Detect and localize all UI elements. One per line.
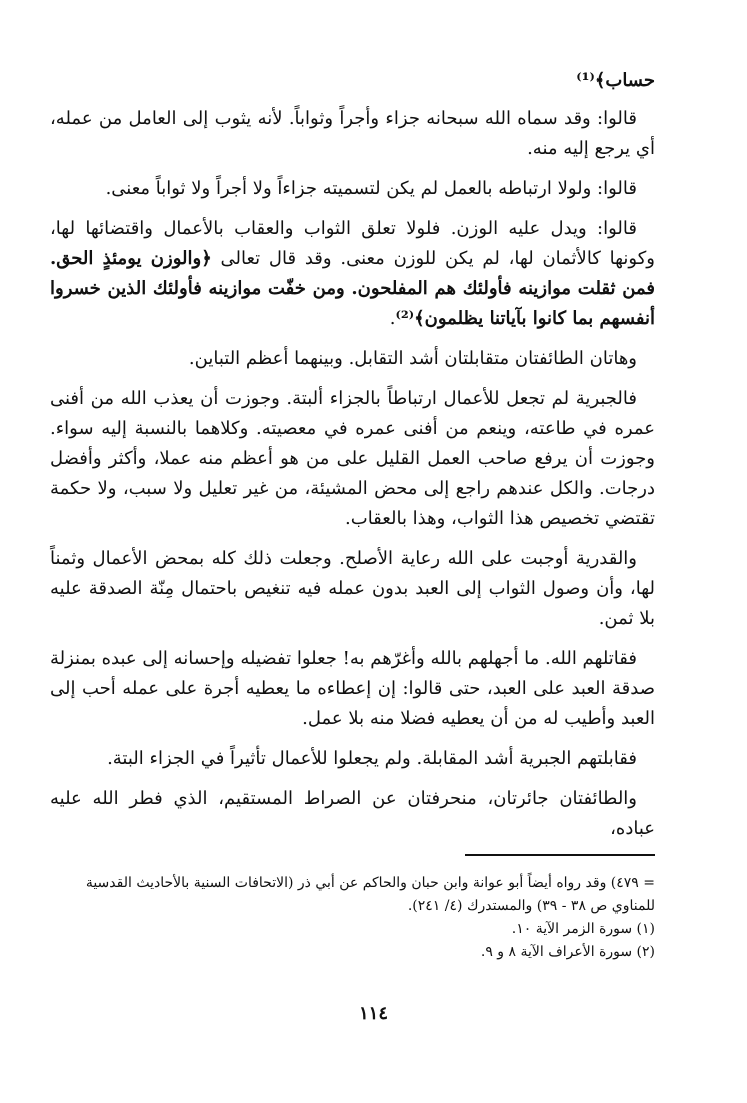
page-number: ١١٤ <box>358 1003 388 1024</box>
paragraph-3-intro: قالوا: ويدل عليه الوزن. فلولا تعلق الثواب والعقاب بالأعمال واقتضائها لها، وكونها كالأثمان لها، لم يكن للوزن معنى. وقد قال تعالى <box>50 218 655 269</box>
paragraph-4: وهاتان الطائفتان متقابلتان أشد التقابل. وبينهما أعظم التباين. <box>188 348 637 369</box>
paragraph-9: والطائفتان جائرتان، منحرفتان عن الصراط المستقيم، الذي فطر الله عليه عباده، <box>50 788 655 839</box>
paragraph-6: والقدرية أوجبت على الله رعاية الأصلح. وجعلت ذلك كله بمحض الأعمال وثمناً لها، وأن وصول الثواب إلى العبد بدون عمله فيه تنغيص باحتمال مِنّة الصدقة عليه بلا ثمن. <box>50 548 655 629</box>
footnote-1: (١) سورة الزمر الآية ١٠. <box>511 921 655 937</box>
paragraph-8: فقابلتهم الجبرية أشد المقابلة. ولم يجعلوا للأعمال تأثيراً في الجزاء البتة. <box>107 748 637 769</box>
quran-quote: ﴿والوزن يومئذٍ الحق. فمن ثقلت موازينه فأولئك هم المفلحون. ومن خفّت موازينه فأولئك الذين خسروا أنفسهم بما كانوا بآياتنا يظلمون﴾⁽²⁾ <box>50 248 655 329</box>
footnote-continuation: = ٤٧٩) وقد رواه أيضاً أبو عوانة وابن حبان والحاكم عن أبي ذر (الاتحافات السنية بالأحاديث القدسية للمناوي ص ٣٨ - ٣٩) والمستدرك (٤/ ٢٤١). <box>85 875 655 914</box>
paragraph-3 <box>50 214 655 334</box>
paragraph-5: فالجبرية لم تجعل للأعمال ارتباطاً بالجزاء ألبتة. وجوزت أن يعذب الله من أفنى عمره في طاعته، وينعم من أفنى عمره في معصيته. وكلاهما بالنسبة إليه سواء. وجوزت أن يرفع صاحب العمل القليل على من هو أعظم منه عملا، وأكثر وأفضل درجات. والكل عندهم راجع إلى محض المشيئة، من غير تعليل ولا سبب، ولا حكمة تقتضي تخصيص هذا الثواب، وهذا بالعقاب. <box>50 388 655 529</box>
carryover-line: حساب﴾⁽¹⁾ <box>576 70 655 91</box>
main-text <box>50 66 655 854</box>
footnotes <box>50 872 655 964</box>
paragraph-7: فقاتلهم الله. ما أجهلهم بالله وأغرّهم به! جعلوا تفضيله وإحسانه إلى عبده بمنزلة صدقة العبد على العبد، حتى قالوا: إن إعطاءه ما يعطيه أجرة على عمله أحب إلى العبد وأطيب له من أن يعطيه فضلا منه بلا عمل. <box>49 648 655 729</box>
footnote-2: (٢) سورة الأعراف الآية ٨ و ٩. <box>480 944 655 960</box>
paragraph-3-end: . <box>389 308 396 329</box>
paragraph-2: قالوا: ولولا ارتباطه بالعمل لم يكن لتسميته جزاءاً ولا أجراً ولا ثواباً معنى. <box>105 178 637 199</box>
footnote-divider <box>465 854 655 856</box>
paragraph-1: قالوا: وقد سماه الله سبحانه جزاء وأجراً وثواباً. لأنه يثوب إلى العامل من عمله، أي يرجع إليه منه. <box>50 108 655 159</box>
